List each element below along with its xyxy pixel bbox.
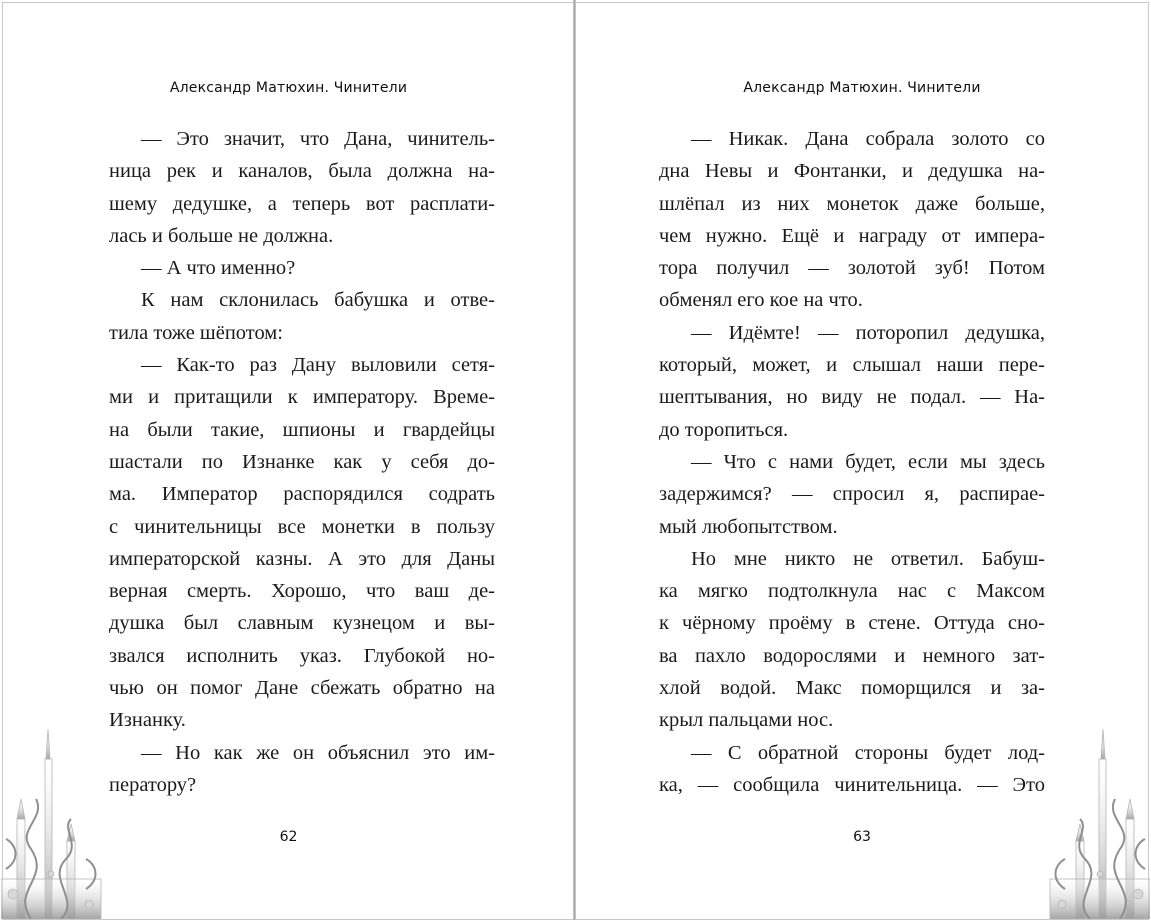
text-line: К нам склонилась бабушка и отве- xyxy=(141,289,495,312)
text-line: к чёрному проёму в стене. Оттуда сно- xyxy=(659,612,1045,635)
right-page-text xyxy=(659,123,1045,801)
text-line: — А что именно? xyxy=(141,257,296,280)
text-line: императорской казны. А это для Даны xyxy=(109,547,495,570)
text-line: ка, — сообщила чинительница. — Это xyxy=(659,773,1045,796)
text-line: — Никак. Дана собрала золото со xyxy=(691,128,1045,150)
text-line: Изнанку. xyxy=(109,709,186,732)
running-head-right: Александр Матюхин. Чинители xyxy=(743,80,981,96)
text-line: тила тоже шёпотом: xyxy=(109,321,283,344)
text-line: душка был славным кузнецом и вы- xyxy=(109,612,495,635)
castle-ornament-icon xyxy=(1,729,111,919)
text-line: Но мне никто не ответил. Бабуш- xyxy=(691,547,1045,570)
page-number-left: 62 xyxy=(279,829,298,845)
text-line: шему дедушке, а теперь вот расплати- xyxy=(109,192,495,215)
text-line: ница рек и каналов, была должна на- xyxy=(109,160,495,183)
left-page-text xyxy=(109,123,495,801)
text-line: ператору? xyxy=(109,773,197,796)
text-line: лась и больше не должна. xyxy=(109,224,334,247)
text-line: дна Невы и Фонтанки, и дедушка на- xyxy=(659,160,1045,183)
castle-ornament-icon xyxy=(1040,729,1150,919)
text-line: обменял его кое на что. xyxy=(659,289,863,312)
text-line: ма. Император распорядился содрать xyxy=(109,483,495,506)
text-line: мый любопытством. xyxy=(659,515,838,538)
text-line: звался исполнить указ. Глубокой но- xyxy=(109,644,495,667)
text-line: задержимся? — спросил я, распирае- xyxy=(659,483,1045,506)
text-line: ка мягко подтолкнула нас с Максом xyxy=(659,580,1045,603)
text-line: крыл пальцами нос. xyxy=(659,709,834,732)
left-page xyxy=(2,2,574,920)
text-line: — Но как же он объяснил это им- xyxy=(141,741,495,764)
text-line: на были такие, шпионы и гвардейцы xyxy=(109,418,495,441)
text-line: — С обратной стороны будет лод- xyxy=(691,741,1045,764)
text-line: — Идёмте! — поторопил дедушка, xyxy=(691,321,1045,344)
text-line: верная смерть. Хорошо, что ваш де- xyxy=(109,580,495,603)
text-line: шлёпал из них монеток даже больше, xyxy=(659,192,1045,215)
text-line: — Что с нами будет, если мы здесь xyxy=(691,450,1045,473)
running-head-left: Александр Матюхин. Чинители xyxy=(169,80,408,96)
text-line: с чинительницы все монетки в пользу xyxy=(109,515,495,538)
text-line: шастали по Изнанке как у себя до- xyxy=(109,450,495,473)
text-line: ми и притащили к императору. Време- xyxy=(109,386,495,409)
text-line: хлой водой. Макс поморщился и за- xyxy=(659,677,1045,700)
right-page xyxy=(576,2,1149,920)
text-line: который, может, и слышал наши пере- xyxy=(659,354,1045,377)
text-line: до торопиться. xyxy=(659,418,789,441)
page-number-right: 63 xyxy=(853,829,871,845)
text-line: ва пахло водорослями и немного зат- xyxy=(659,644,1045,667)
text-line: тора получил — золотой зуб! Потом xyxy=(659,257,1045,280)
text-line: чью он помог Дане сбежать обратно на xyxy=(109,677,495,700)
text-line: шептывания, но виду не подал. — На- xyxy=(659,386,1045,409)
text-line: чем нужно. Ещё и награду от импера- xyxy=(659,224,1045,247)
text-line: — Это значит, что Дана, чинитель- xyxy=(141,128,495,150)
text-line: — Как-то раз Дану выловили сетя- xyxy=(141,354,495,377)
